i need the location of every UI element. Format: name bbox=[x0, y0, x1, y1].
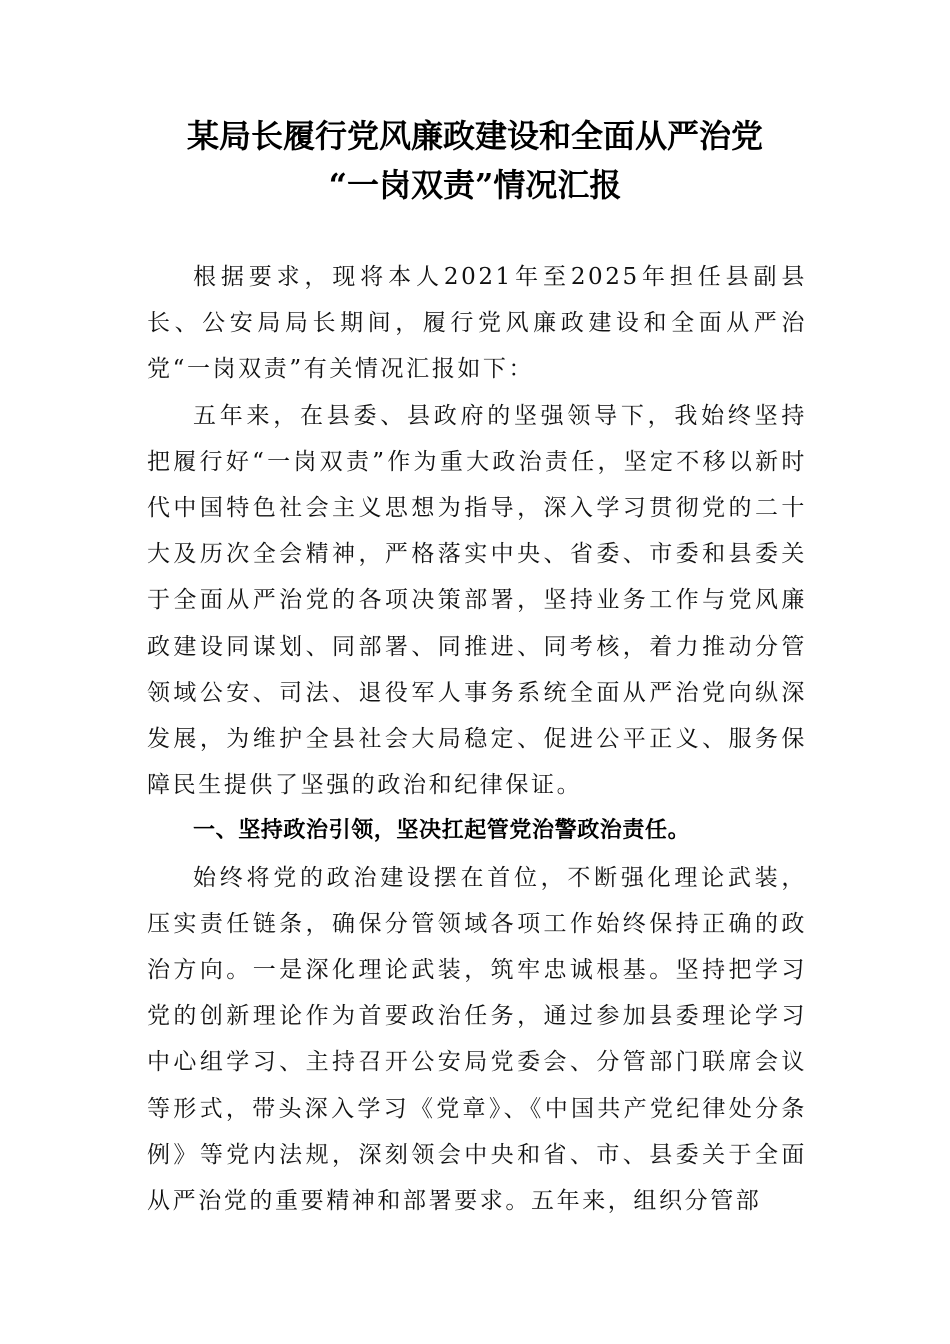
document-title bbox=[0, 112, 950, 210]
section-1-heading: 一、坚持政治引领，坚决扛起管党治警政治责任。 bbox=[193, 818, 691, 844]
title-line-1: 某局长履行党风廉政建设和全面从严治党 bbox=[186, 117, 763, 155]
intro-paragraph: 根据要求，现将本人2021年至2025年担任县副县长、公安局局长期间，履行党风廉政建设和全面从严治党“一岗双责”有关情况汇报如下： bbox=[147, 264, 807, 383]
section-1-paragraph: 始终将党的政治建设摆在首位，不断强化理论武装，压实责任链条，确保分管领域各项工作始终保持正确的政治方向。一是深化理论武装，筑牢忠诚根基。坚持把学习党的创新理论作为首要政治任务，通过参加县委理论学习中心组学习、主持召开公安局党委会、分管部门联席会议等形式，带头深入学习《党章》、《中国共产党纪律处分条例》等党内法规，深刻领会中央和省、市、县委关于全面从严治党的重要精神和部署要求。五年来，组织分管部 bbox=[147, 864, 807, 1215]
document-body bbox=[147, 254, 807, 1224]
overview-paragraph: 五年来，在县委、县政府的坚强领导下，我始终坚持把履行好“一岗双责”作为重大政治责任，坚定不移以新时代中国特色社会主义思想为指导，深入学习贯彻党的二十大及历次全会精神，严格落实中央、省委、市委和县委关于全面从严治党的各项决策部署，坚持业务工作与党风廉政建设同谋划、同部署、同推进、同考核，着力推动分管领域公安、司法、退役军人事务系统全面从严治党向纵深发展，为维护全县社会大局稳定、促进公平正义、服务保障民生提供了坚强的政治和纪律保证。 bbox=[147, 402, 807, 799]
title-line-2: “一岗双责”情况汇报 bbox=[328, 166, 622, 204]
